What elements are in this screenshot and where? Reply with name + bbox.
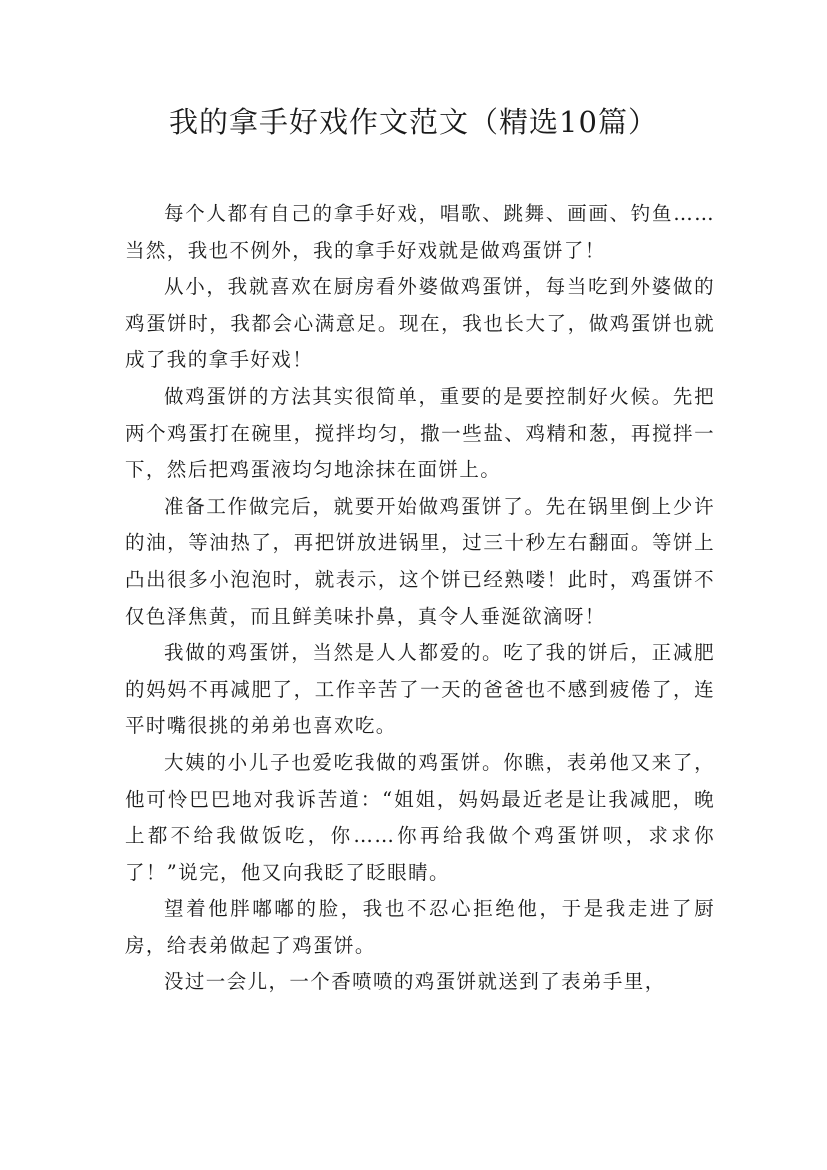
paragraph-4: 准备工作做完后，就要开始做鸡蛋饼了。先在锅里倒上少许的油，等油热了，再把饼放进锅里，过三十秒左右翻面。等饼上凸出很多小泡泡时，就表示，这个饼已经熟喽！此时，鸡蛋饼不仅色泽焦黄，而且鲜美味扑鼻，真令人垂涎欲滴呀！ <box>125 494 715 628</box>
document-body <box>125 196 715 1001</box>
paragraph-6: 大姨的小儿子也爱吃我做的鸡蛋饼。你瞧，表弟他又来了，他可怜巴巴地对我诉苦道：“姐姐，妈妈最近老是让我减肥，晚上都不给我做饭吃，你……你再给我做个鸡蛋饼呗，求求你了！”说完，他又向我眨了眨眼睛。 <box>125 750 715 884</box>
paragraph-2: 从小，我就喜欢在厨房看外婆做鸡蛋饼，每当吃到外婆做的鸡蛋饼时，我都会心满意足。现在，我也长大了，做鸡蛋饼也就成了我的拿手好戏！ <box>125 275 715 372</box>
paragraph-5: 我做的鸡蛋饼，当然是人人都爱的。吃了我的饼后，正减肥的妈妈不再减肥了，工作辛苦了一天的爸爸也不感到疲倦了，连平时嘴很挑的弟弟也喜欢吃。 <box>125 641 715 738</box>
paragraph-7: 望着他胖嘟嘟的脸，我也不忍心拒绝他，于是我走进了厨房，给表弟做起了鸡蛋饼。 <box>125 897 715 957</box>
paragraph-1: 每个人都有自己的拿手好戏，唱歌、跳舞、画画、钓鱼……当然，我也不例外，我的拿手好戏就是做鸡蛋饼了！ <box>125 202 715 262</box>
paragraph-8: 没过一会儿，一个香喷喷的鸡蛋饼就送到了表弟手里， <box>164 970 666 994</box>
paragraph-3: 做鸡蛋饼的方法其实很简单，重要的是要控制好火候。先把两个鸡蛋打在碗里，搅拌均匀，撒一些盐、鸡精和葱，再搅拌一下，然后把鸡蛋液均匀地涂抹在面饼上。 <box>125 384 715 482</box>
document-title: 我的拿手好戏作文范文（精选10篇） <box>169 105 658 139</box>
